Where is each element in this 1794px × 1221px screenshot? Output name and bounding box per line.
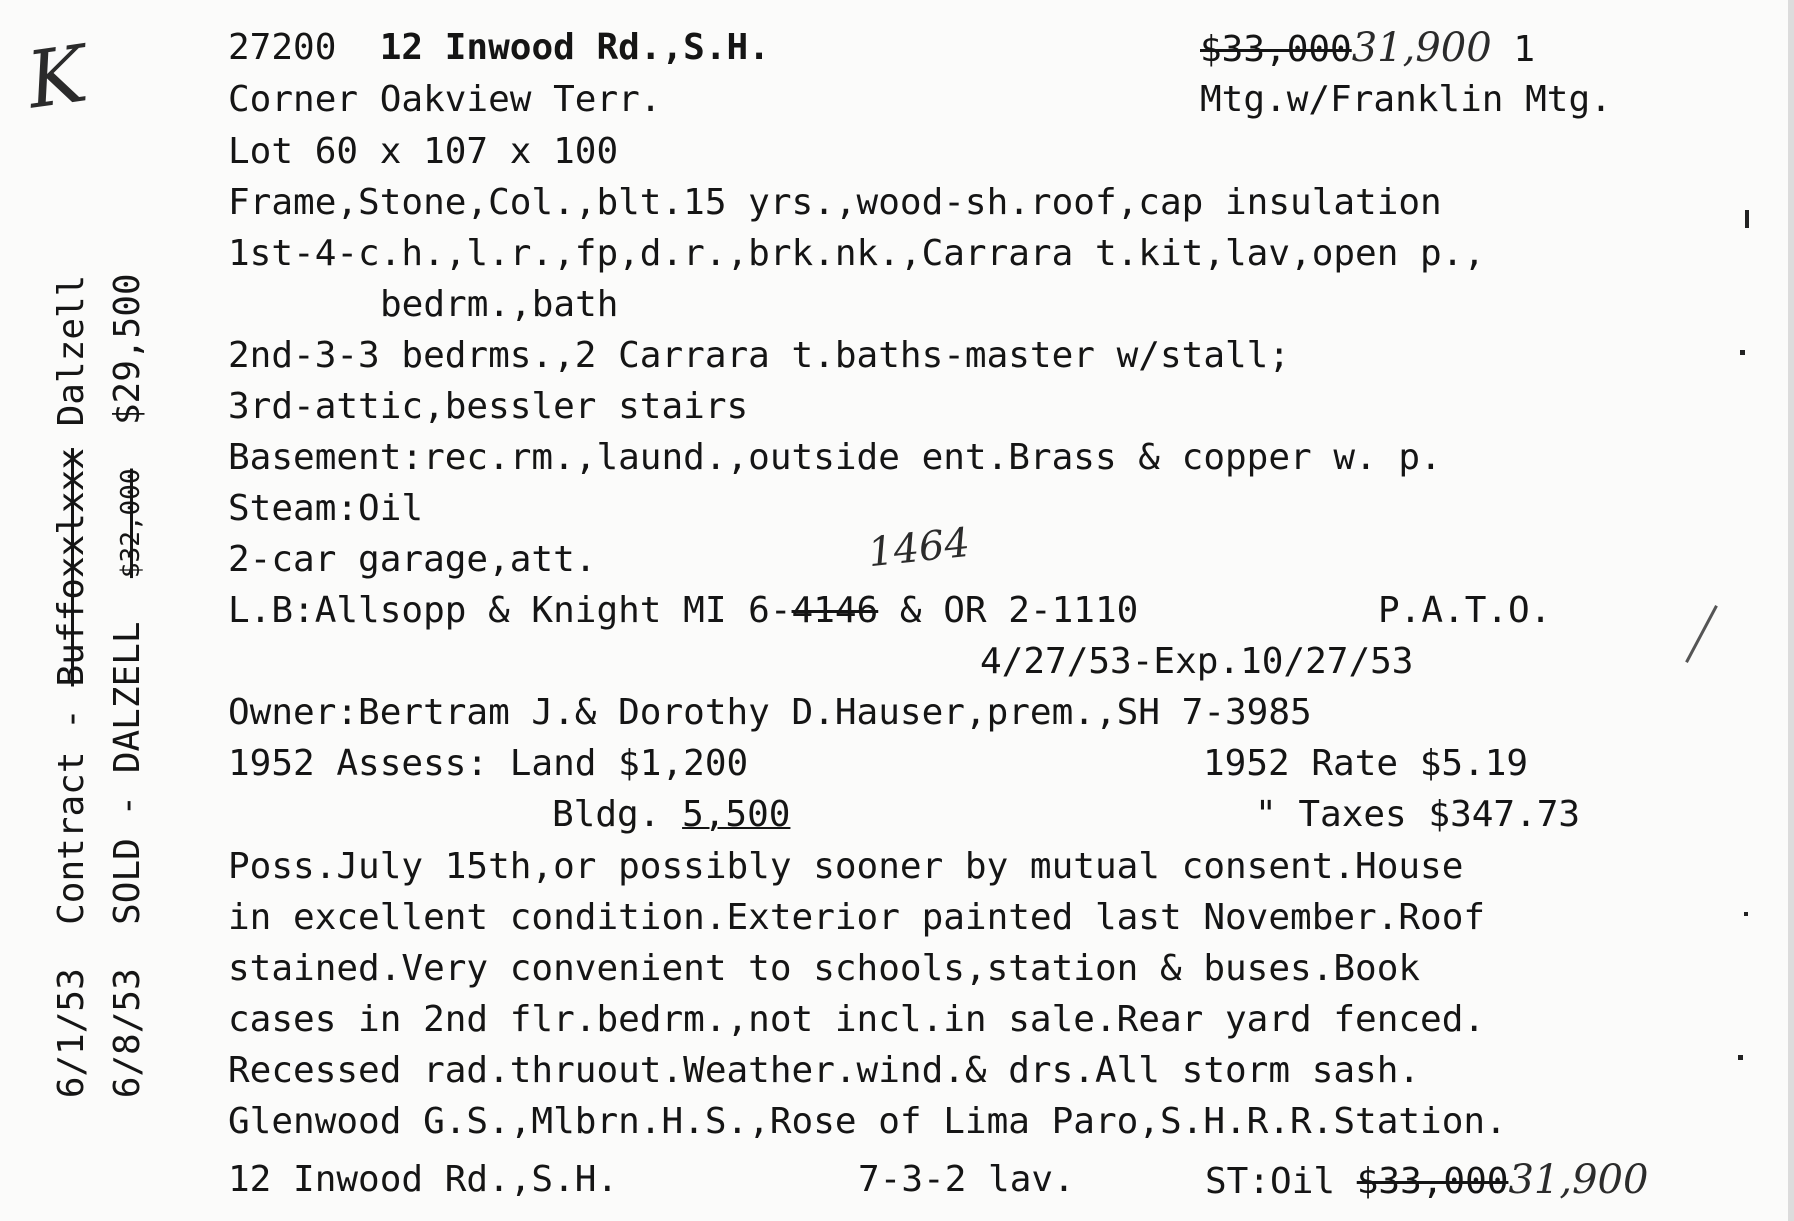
assessment-line: 1952 Assess: Land $1,200 bbox=[228, 743, 749, 784]
tax-rate: 1952 Rate $5.19 bbox=[1203, 743, 1529, 784]
margin-dot bbox=[1738, 1055, 1743, 1060]
third-floor-line: 3rd-attic,bessler stairs bbox=[228, 386, 749, 427]
second-floor-line: 2nd-3-3 bedrms.,2 Carrara t.baths-master w/stall; bbox=[228, 335, 1291, 376]
owner-line: Owner:Bertram J.& Dorothy D.Hauser,prem.,SH 7-3985 bbox=[228, 692, 1312, 733]
broker-struck-number: 4146 bbox=[791, 590, 879, 631]
construction-line: Frame,Stone,Col.,blt.15 yrs.,wood-sh.roof,cap insulation bbox=[228, 182, 1442, 223]
margin-check-mark: K bbox=[22, 29, 93, 127]
price-handwritten: 31,900 bbox=[1351, 25, 1492, 71]
footer-rooms: 7-3-2 lav. bbox=[858, 1159, 1075, 1200]
margin-sold-label: SOLD - DALZELL bbox=[107, 621, 148, 925]
mortgage-line: Mtg.w/Franklin Mtg. bbox=[1200, 79, 1612, 120]
footer-address: 12 Inwood Rd.,S.H. bbox=[228, 1159, 619, 1200]
remarks-line: Poss.July 15th,or possibly sooner by mutual consent.House bbox=[228, 846, 1464, 887]
first-floor-line: 1st-4-c.h.,l.r.,fp,d.r.,brk.nk.,Carrara t.kit,lav,open p., bbox=[228, 233, 1486, 274]
broker-prefix: L.B:Allsopp & Knight MI 6- bbox=[228, 590, 792, 631]
margin-struck-name: Buffoxxlxxx bbox=[51, 448, 92, 687]
price-block bbox=[1200, 25, 1536, 71]
remarks-line: stained.Very convenient to schools,station & buses.Book bbox=[228, 948, 1421, 989]
remarks-line: Recessed rad.thruout.Weather.wind.& drs.All storm sash. bbox=[228, 1050, 1421, 1091]
first-floor-cont-line: bedrm.,bath bbox=[380, 284, 619, 325]
footer-price-handwritten: 31,900 bbox=[1508, 1157, 1649, 1203]
price-typed: $33,000 bbox=[1200, 29, 1352, 70]
margin-struck-price: $32,000 bbox=[116, 468, 146, 579]
margin-date-2: 6/8/53 bbox=[107, 968, 148, 1099]
garage-line: 2-car garage,att. bbox=[228, 539, 597, 580]
margin-dot bbox=[1744, 912, 1748, 916]
heat-line: Steam:Oil bbox=[228, 488, 424, 529]
price-suffix: 1 bbox=[1513, 29, 1536, 70]
building-value: 5,500 bbox=[682, 794, 791, 835]
card-edge bbox=[1788, 0, 1794, 1221]
remarks-line: cases in 2nd flr.bedrm.,not incl.in sale.Rear yard fenced. bbox=[228, 999, 1486, 1040]
lot-line: Lot 60 x 107 x 100 bbox=[228, 131, 619, 172]
margin-line-sold bbox=[68, 273, 191, 1185]
pato-label: P.A.T.O. bbox=[1378, 590, 1552, 631]
listing-broker-line bbox=[228, 591, 1138, 631]
handwritten-phone: 1464 bbox=[865, 519, 972, 577]
broker-suffix: & OR 2-1110 bbox=[878, 590, 1139, 631]
margin-date-1: 6/1/53 bbox=[51, 968, 92, 1099]
margin-dot bbox=[1740, 350, 1745, 355]
corner-line: Corner Oakview Terr. bbox=[228, 79, 662, 120]
listing-address: 12 Inwood Rd.,S.H. bbox=[379, 27, 770, 68]
margin-sold-price: $29,500 bbox=[107, 273, 148, 426]
taxes-amount: " Taxes $347.73 bbox=[1255, 794, 1581, 835]
footer-heat: ST:Oil bbox=[1205, 1161, 1336, 1202]
check-stroke bbox=[1685, 605, 1718, 663]
basement-line: Basement:rec.rm.,laund.,outside ent.Brass & copper w. p. bbox=[228, 437, 1442, 478]
margin-dot bbox=[1745, 210, 1749, 228]
remarks-line: Glenwood G.S.,Mlbrn.H.S.,Rose of Lima Paro,S.H.R.R.Station. bbox=[228, 1101, 1507, 1142]
margin-buyer-name: Dalzell bbox=[51, 274, 92, 449]
margin-contract-label: Contract - bbox=[51, 686, 92, 925]
listing-dates: 4/27/53-Exp.10/27/53 bbox=[980, 641, 1414, 682]
footer-price-typed: $33,000 bbox=[1356, 1161, 1509, 1202]
building-assessment bbox=[552, 795, 790, 835]
header-line bbox=[228, 28, 770, 68]
remarks-line: in excellent condition.Exterior painted last November.Roof bbox=[228, 897, 1486, 938]
footer-price-block bbox=[1205, 1157, 1649, 1203]
listing-number: 27200 bbox=[228, 27, 337, 68]
building-label: Bldg. bbox=[552, 794, 661, 835]
